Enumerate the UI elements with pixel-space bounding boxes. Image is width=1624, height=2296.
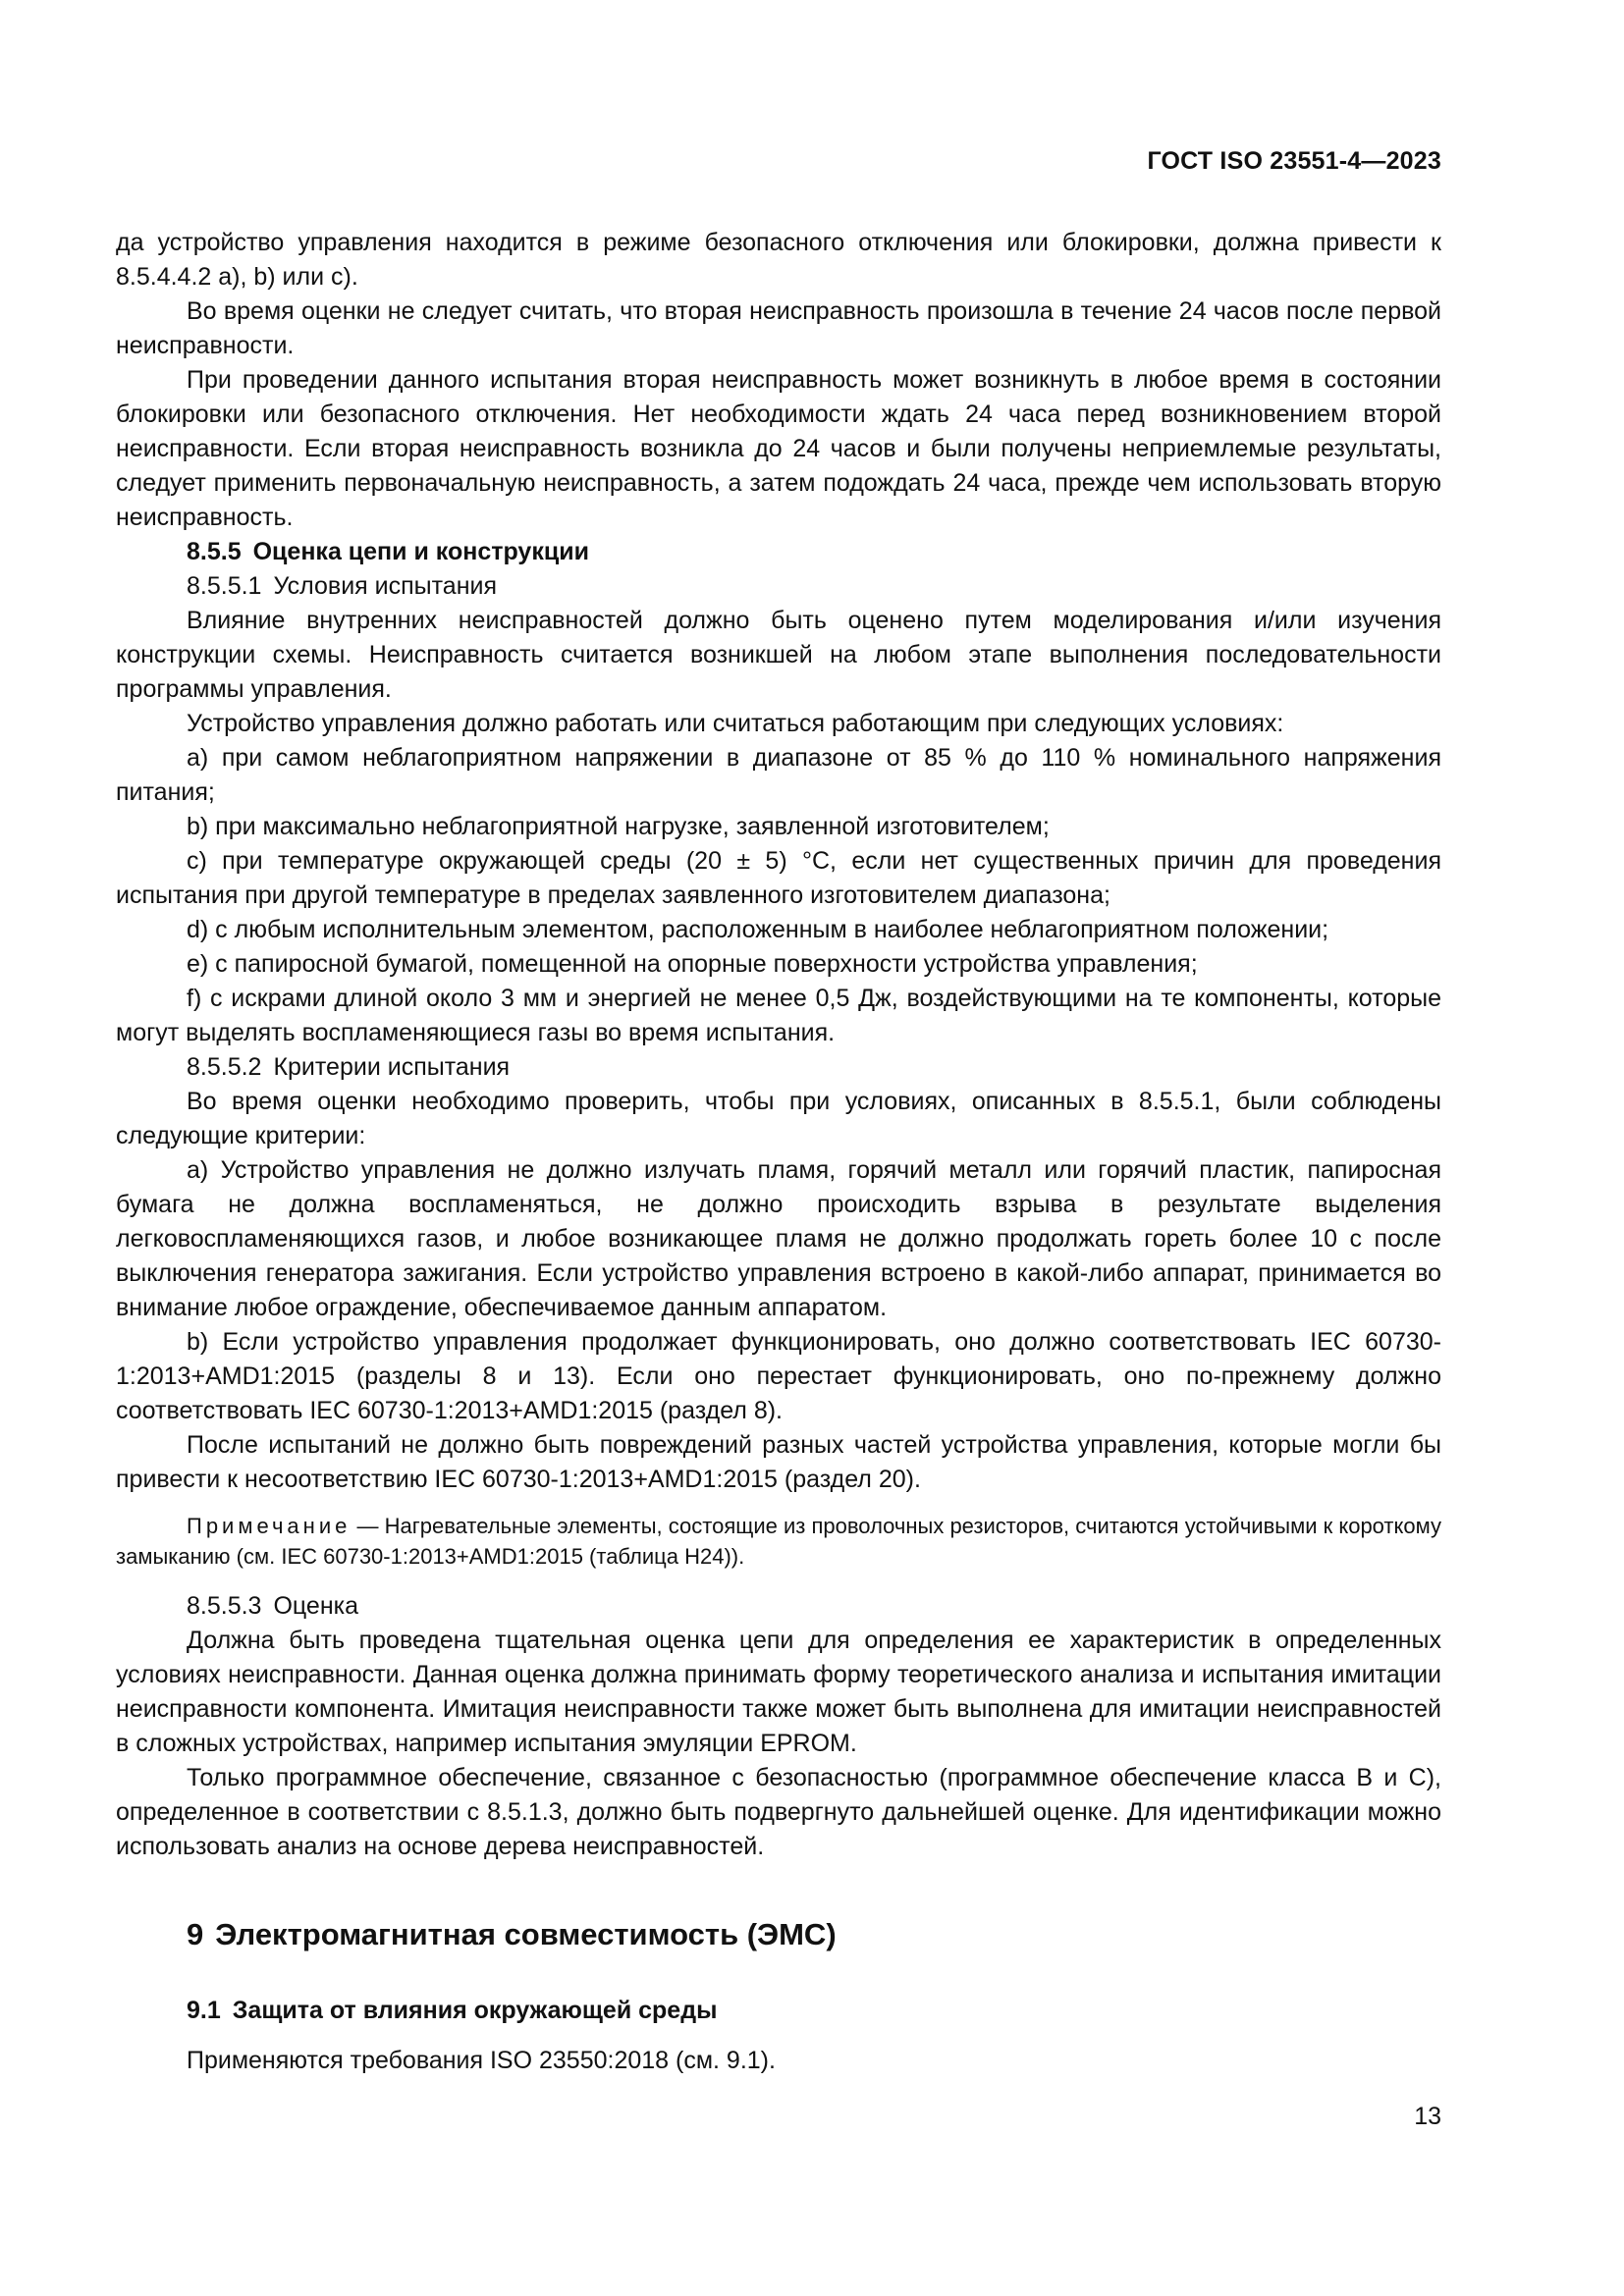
note [116, 1511, 1441, 1572]
section-9-heading [116, 1915, 1441, 1954]
heading-title: Критерии испытания [273, 1053, 511, 1081]
section-title: Электромагнитная совместимость (ЭМС) [215, 1917, 837, 1951]
heading-number: 8.5.5.2 [187, 1053, 262, 1081]
intro-paragraph: При проведении данного испытания вторая неисправность может возникнуть в любое время в состоянии блокировки или безопасного отключения. Нет необходимости ждать 24 часа перед возникновением второй неисправности. Если вторая неисправность возникла до 24 часов и были получены неприемлемые результаты, следует применить первоначальную неисправность, а затем подождать 24 часа, прежде чем использовать вторую неисправность. [116, 366, 1441, 531]
body-paragraph: После испытаний не должно быть повреждений разных частей устройства управления, которые могли бы привести к несоответствию IEC 60730-1:2013+AMD1:2015 (раздел 20). [116, 1431, 1441, 1493]
note-label: Примечание [187, 1514, 352, 1538]
list-item: c) при температуре окружающей среды (20 ± 5) °С, если нет существенных причин для проведения испытания при другой температуре в пределах заявленного изготовителем диапазона; [116, 847, 1441, 909]
heading-8-5-5-2 [116, 1050, 1441, 1085]
page-number: 13 [1414, 2103, 1441, 2130]
note-text: — Нагревательные элементы, состоящие из проволочных резисторов, считаются устойчивыми к короткому замыканию (см. IEC 60730-1:2013+AMD1:2015 (таблица H24)). [116, 1514, 1441, 1569]
heading-title: Условия испытания [273, 572, 498, 600]
heading-8-5-5-3 [116, 1589, 1441, 1624]
heading-title: Оценка [273, 1592, 359, 1620]
list-item: a) Устройство управления не должно излучать пламя, горячий металл или горячий пластик, папиросная бумага не должна воспламеняться, не должно происходить взрыва в результате выделения легковоспламеняющихся газов, и любое возникающее пламя не должно продолжать гореть более 10 с после выключения генератора зажигания. Если устройство управления встроено в какой-либо аппарат, принимается во внимание любое ограждение, обеспечиваемое данным аппаратом. [116, 1156, 1441, 1321]
heading-8-5-5 [116, 535, 1441, 569]
body-paragraph: Только программное обеспечение, связанное с безопасностью (программное обеспечение класса B и C), определенное в соответствии с 8.5.1.3, должно быть подвергнуто дальнейшей оценке. Для идентификации можно использовать анализ на основе дерева неисправностей. [116, 1764, 1441, 1860]
heading-title: Оценка цепи и конструкции [252, 538, 589, 565]
list-item: b) Если устройство управления продолжает функционировать, оно должно соответствовать IEC 60730-1:2013+AMD1:2015 (разделы 8 и 13). Если оно перестает функционировать, оно по-прежнему должно соответствовать IEC 60730-1:2013+AMD1:2015 (раздел 8). [116, 1328, 1441, 1424]
body-paragraph: Во время оценки необходимо проверить, чтобы при условиях, описанных в 8.5.5.1, были соблюдены следующие критерии: [116, 1088, 1441, 1149]
list-item: d) с любым исполнительным элементом, расположенным в наиболее неблагоприятном положении; [187, 916, 1329, 943]
intro-paragraph: Во время оценки не следует считать, что вторая неисправность произошла в течение 24 часов после первой неисправности. [116, 297, 1441, 359]
list-item: f) с искрами длиной около 3 мм и энергией не менее 0,5 Дж, воздействующими на те компоненты, которые могут выделять воспламеняющиеся газы во время испытания. [116, 985, 1441, 1046]
section-number: 9.1 [187, 1997, 221, 2024]
section-number: 9 [187, 1917, 204, 1951]
list-item: e) с папиросной бумагой, помещенной на опорные поверхности устройства управления; [187, 950, 1198, 978]
intro-paragraph: да устройство управления находится в режиме безопасного отключения или блокировки, должна привести к 8.5.4.4.2 a), b) или c). [116, 229, 1441, 291]
heading-8-5-5-1 [116, 569, 1441, 604]
heading-number: 8.5.5.1 [187, 572, 262, 600]
list-item: b) при максимально неблагоприятной нагрузке, заявленной изготовителем; [187, 813, 1050, 840]
list-item: a) при самом неблагоприятном напряжении в диапазоне от 85 % до 110 % номинального напряжения питания; [116, 744, 1441, 806]
section-title: Защита от влияния окружающей среды [232, 1997, 718, 2024]
heading-number: 8.5.5.3 [187, 1592, 262, 1620]
heading-number: 8.5.5 [187, 538, 242, 565]
body-paragraph: Должна быть проведена тщательная оценка цепи для определения ее характеристик в определенных условиях неисправности. Данная оценка должна принимать форму теоретического анализа и испытания имитации неисправности компонента. Имитация неисправности также может быть выполнена для имитации неисправностей в сложных устройствах, например испытания эмуляции EPROM. [116, 1627, 1441, 1757]
section-9-1-heading [116, 1994, 1441, 2028]
standard-number: ГОСТ ISO 23551-4—2023 [1147, 147, 1441, 175]
body-paragraph: Устройство управления должно работать или считаться работающим при следующих условиях: [187, 710, 1284, 737]
body-paragraph: Применяются требования ISO 23550:2018 (см. 9.1). [187, 2047, 776, 2074]
body-paragraph: Влияние внутренних неисправностей должно быть оценено путем моделирования и/или изучения конструкции схемы. Неисправность считается возникшей на любом этапе выполнения последовательности программы управления. [116, 607, 1441, 703]
text-column [116, 226, 1441, 2078]
